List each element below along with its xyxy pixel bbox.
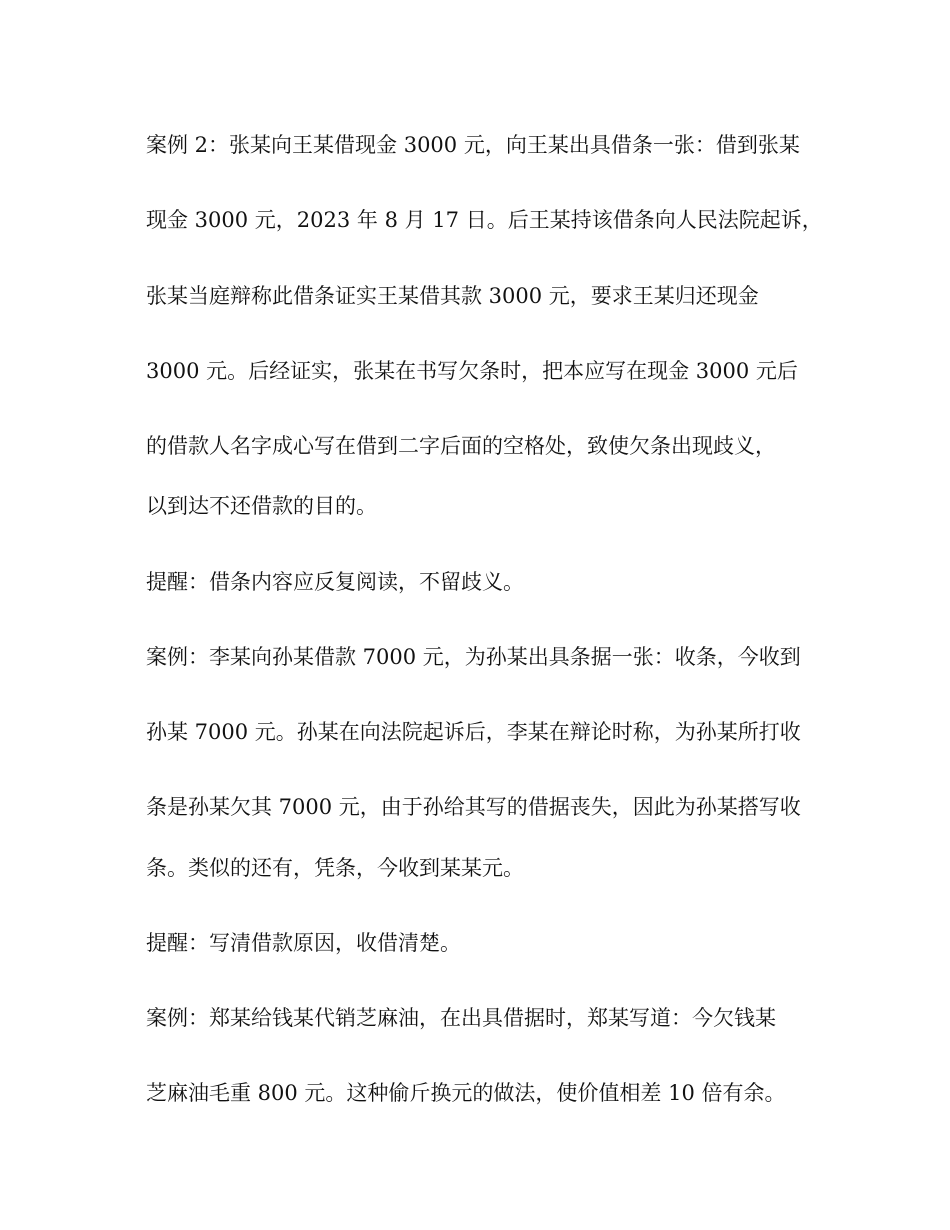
paragraph-line: 案例：郑某给钱某代销芝麻油，在出具借据时，郑某写道：今欠钱某 (146, 1006, 776, 1030)
paragraph-line: 条是孙某欠其 7000 元，由于孙给其写的借据丧失，因此为孙某搭写收 (146, 795, 801, 819)
paragraph-line: 孙某 7000 元。孙某在向法院起诉后，李某在辩论时称，为孙某所打收 (146, 720, 801, 744)
paragraph-line: 的借款人名字成心写在借到二字后面的空格处，致使欠条出现歧义， (146, 434, 776, 458)
reminder-line: 提醒：借条内容应反复阅读，不留歧义。 (146, 570, 524, 594)
paragraph-line: 案例：李某向孙某借款 7000 元，为孙某出具条据一张：收条，今收到 (146, 645, 801, 669)
paragraph-line: 案例 2：张某向王某借现金 3000 元，向王某出具借条一张：借到张某 (146, 133, 800, 157)
paragraph-line: 现金 3000 元，2023 年 8 月 17 日。后王某持该借条向人民法院起诉， (146, 208, 823, 232)
paragraph-line: 张某当庭辩称此借条证实王某借其款 3000 元，要求王某归还现金 (146, 284, 759, 308)
reminder-line: 提醒：写清借款原因，收借清楚。 (146, 931, 461, 955)
paragraph-line: 条。类似的还有，凭条，今收到某某元。 (146, 856, 524, 880)
paragraph-line: 芝麻油毛重 800 元。这种偷斤换元的做法，使价值相差 10 倍有余。 (146, 1081, 786, 1105)
paragraph-line: 以到达不还借款的目的。 (146, 494, 377, 518)
paragraph-line: 3000 元。后经证实，张某在书写欠条时，把本应写在现金 3000 元后 (146, 359, 798, 383)
